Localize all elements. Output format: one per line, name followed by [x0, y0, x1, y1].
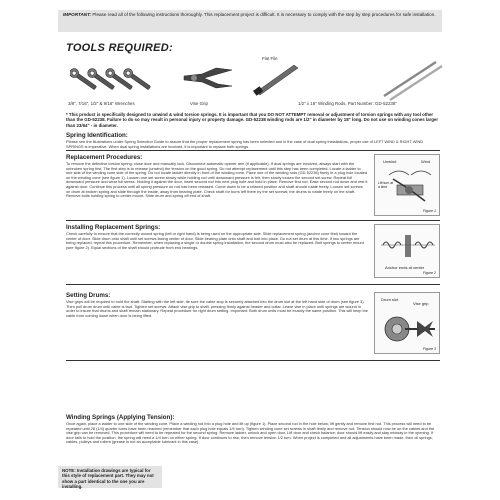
figure-3-drum-slot-label: Drum slot: [381, 297, 399, 302]
divider: [66, 284, 440, 285]
figure-2: [374, 224, 440, 278]
figure-1-unwind-label: Unwind: [383, 159, 397, 164]
figure-1: [374, 154, 440, 216]
tools-required-title: TOOLS REQUIRED:: [66, 42, 173, 54]
vise-grip-illustration: [182, 64, 234, 94]
figure-3: [374, 292, 440, 354]
flat-file-label: Flat File: [262, 56, 278, 61]
section-title-winding-springs: Winding Springs (Applying Tension):: [66, 414, 175, 421]
divider: [66, 360, 440, 361]
installation-drawings-note: NOTE: Installation drawings are typical for this style of replacement part. They may not show a part identical to the one you are installing.: [58, 466, 162, 488]
figure-1-wind-label: Wind: [421, 159, 431, 164]
wrenches-illustration: [70, 60, 170, 100]
section-body-winding-springs: Once again, place a ladder to one side of the winding cone. Place a winding rod into a plug hole and lift up (figure 1). Place second rod in the hole below; lift gently and remove first rod. This process will need to be repeated until 28 (1/4) quarter turns have been reached (remember that each plug hole equals 1/4 turn). Tighten winding cone set screws in shaft firmly and remove rod. Tension should now be on the cables and the vise grip can be removed. This procedure will need to be repeated for the second spring. Remove ladder, unlock and open door. Lift door and check balance; door should lift easily and stay midway in the opening. If door fails to hold the position, the spring will need a 1/4 turn on either spring. If door continues to rise, then remove tension 1/2 turn. When project is completed and all adjustments have been made, then oil springs, cables, pulleys and rollers (grease is not an acceptable lubricant in this case).: [66, 422, 435, 445]
figure-1-lift-label: Lift turn at a time: [378, 181, 394, 189]
section-title-setting-drums: Setting Drums:: [66, 292, 111, 299]
figure-2-caption: Figure 2: [422, 271, 436, 275]
vise-grip-label: Vise Grip: [190, 101, 208, 106]
drum-diagram: [379, 307, 437, 347]
section-body-replacement-procedures: To remove the defective torsion spring: close door and manually lock. Disconnect automatic opener arm (if applicable). If dual springs are involved, always start with the unbroken spring first. The first step is to release (unwind) the tension on the good spring. Do not attempt replacement until this step has been completed. Locate a ladder to one side of the winding cone side of the spring. Do not locate ladder directly in front of the winding cone. Place one of the winding rods (GD-52238) firmly in a plug hole located on the winding cone (see figure 1). Loosen one set screw slowly while holding rod until downward pressure is felt, then slowly loosen the second set screw. Repeat full downward pressure and wear full stress. Holding it against the door, insert second rod into next plug hole and hold in place. Remove first rod. Ease second rod down and rest it against door. Continue this process until all spring pressure on rod has been released. Come down to be a relaxed position and shaft should rotate freely. Loosen set screws on drum at broken spring and slide through the inside, away from bearing plate. Check shaft for burrs left there by the set screws; the drums to rotate freely on the shaft. Remove bolts holding spring to center mount. Slide drum and spring off end of shaft.: [66, 162, 368, 199]
section-title-replacement-procedures: Replacement Procedures:: [66, 154, 143, 161]
wrenches-label: 3/8", 7/16", 1/2" & 9/16" Wrenches: [68, 101, 135, 106]
section-body-installing-springs: Check carefully to ensure that the correctly wound spring (left or right hand) is being used on the appropriate side. Slide replacement spring (anchor cone first) toward the center of door. Slide drum onto shaft until set screws facing center of door. Slide bearing plate onto shaft and bolt into place. Do not set drum at this time. If two springs are being replaced, repeat this procedure. Remember, when replacing a single or double spring installation, the second drum must also be replaced. Bolt springs to center mount (see figure 2). Equal sections of the shaft should protrude from end bearings.: [66, 232, 364, 250]
section-title-installing-springs: Installing Replacement Springs:: [66, 224, 161, 231]
warning-lead: IMPORTANT:: [63, 12, 92, 17]
figure-2-anchor-label: Anchor ends at center: [385, 265, 425, 270]
figure-3-caption: Figure 3: [422, 347, 436, 351]
figure-1-caption: Figure 1: [422, 209, 436, 213]
warning-text: Please read all of the following instructions thoroughly. This replacement project is difficult. It is necessary to comply with the step by step procedures for safe installation.: [92, 12, 436, 17]
section-body-setting-drums: Vise grips will be required to hold the shaft. Starting with the left side, tie sure the cable stop is securely attached into the drum slot at the left hand side of drum (see figure 3). Then pull drum drum until cable is taut. Tighten set screws. Attach vise grip to shaft, pressing firmly against header and collar. Leave vise in place until springs are wound in order to insure that drums and shaft remain stationary. Repeat procedure for right drum setting. Important: Both drum units must be exactly the same position. This will keep the cable from coming loose when door is being lifted.: [66, 300, 368, 318]
divider: [66, 220, 440, 221]
flat-file-illustration: [252, 62, 302, 96]
winding-rods-illustration: [380, 58, 444, 102]
figure-3-vise-grip-label: Vise grip: [413, 301, 429, 306]
divider: [66, 150, 440, 151]
section-title-spring-identification: Spring Identification:: [66, 132, 128, 139]
safety-disclaimer: * This product is specifically designed to unwind & wind torsion springs. It is important that you DO NOT ATTEMPT removal or adjustment of torsion springs with any tool other than the GD-52238. Failure to do so may result in personal injury or property damage. GD-52238 winding rods are 1/2" in diameter by 18" long. Do not use on winding cones larger than 23/64" - in diameter.: [66, 112, 439, 128]
winding-rods-label: 1/2" x 16" Winding Rods, Part Number: GD-52238": [298, 101, 397, 106]
section-body-spring-identification: Please see the illustrations under Spring Selection Guide to assure that the proper replacement spring has been selected and in the case of dual spring installations, proper use of LEFT WIND & RIGHT WIND SPRINGS is imperative. When dual spring installations are involved, it is important to replace both springs.: [66, 139, 424, 149]
important-warning-banner: [58, 10, 442, 32]
center-mount-diagram: [379, 231, 437, 261]
